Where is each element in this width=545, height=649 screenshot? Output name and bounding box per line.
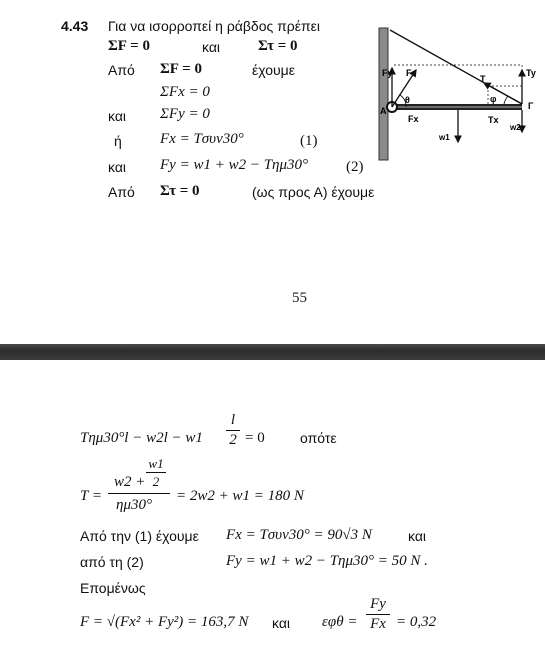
- from-word-2: Από: [108, 184, 135, 200]
- label-Gamma: Γ: [528, 101, 534, 111]
- tension-denominator: ημ30°: [116, 497, 152, 513]
- and-word-2: και: [108, 108, 127, 124]
- problem-intro: Για να ισορροπεί η ράβδος πρέπει: [108, 18, 321, 34]
- sum-fx: ΣFx = 0: [160, 84, 210, 100]
- fx-result: Fx = Tσυν30° = 90√3 N: [226, 527, 372, 543]
- tan-theta-rhs: = 0,32: [396, 614, 437, 630]
- tension-fraction: [108, 456, 170, 513]
- fy-result: Fy = w1 + w2 − Tημ30° = 50 N .: [226, 553, 428, 569]
- label-w2: w2: [510, 123, 521, 132]
- rod-diagram: [376, 24, 545, 164]
- label-Tx: Tx: [488, 115, 499, 125]
- force-F-arrow: [392, 70, 416, 107]
- sum-fy: ΣFy = 0: [160, 106, 210, 122]
- force-magnitude-result: F = √(Fx² + Fy²) = 163,7 N: [80, 614, 249, 630]
- kai-word-1: και: [408, 528, 427, 544]
- from-eq1-text: Από την (1) έχουμε: [80, 528, 199, 544]
- label-Fx: Fx: [408, 114, 419, 124]
- page-divider: [0, 344, 545, 360]
- label-theta: θ: [405, 95, 410, 105]
- page-number: 55: [292, 290, 307, 306]
- we-have-1: έχουμε: [252, 62, 295, 78]
- label-T: T: [480, 74, 486, 84]
- or-word: ή: [114, 133, 122, 149]
- about-a-text: (ως προς Α) έχουμε: [252, 184, 375, 200]
- wall: [379, 28, 388, 160]
- label-A: A: [380, 106, 387, 116]
- label-w1: w1: [439, 133, 450, 142]
- and-word-1: και: [202, 39, 221, 55]
- therefore-word: Επομένως: [80, 580, 146, 596]
- torque-condition: Στ = 0: [258, 38, 298, 54]
- equation-2-tag: (2): [346, 159, 364, 175]
- torque-fraction: [226, 412, 240, 449]
- page-bottom: [0, 360, 545, 649]
- force-condition: ΣF = 0: [108, 38, 150, 54]
- label-Fy: Fy: [382, 68, 393, 78]
- kai-word-2: και: [272, 615, 291, 631]
- label-F: F: [406, 68, 412, 78]
- tan-theta-lhs: εφθ =: [322, 614, 358, 630]
- tension-lhs: T =: [80, 488, 102, 504]
- and-word-3: και: [108, 159, 127, 175]
- tension-inner-fraction: [146, 456, 166, 489]
- torque-equation: Tημ30°l − w2l − w1: [80, 430, 203, 446]
- label-phi: φ: [490, 94, 497, 104]
- sum-torque: Στ = 0: [160, 183, 200, 199]
- torque-frac-denominator: 2: [229, 432, 237, 448]
- equation-1: Fx = Tσυν30°: [160, 131, 244, 147]
- label-Ty: Ty: [526, 68, 536, 78]
- equation-1-tag: (1): [300, 133, 318, 149]
- problem-number: 4.43: [61, 18, 89, 34]
- sum-force: ΣF = 0: [160, 61, 202, 77]
- opote-word: οπότε: [300, 430, 337, 446]
- tension-inner-den: 2: [152, 474, 160, 489]
- tension-inner-num: w1: [148, 456, 164, 471]
- tan-denominator: Fx: [370, 616, 386, 632]
- tan-numerator: Fy: [370, 596, 386, 612]
- torque-frac-numerator: l: [230, 412, 236, 428]
- tan-theta-fraction: [366, 596, 390, 633]
- torque-tail: = 0: [245, 430, 265, 446]
- from-eq2-text: από τη (2): [80, 554, 144, 570]
- tension-rhs: = 2w2 + w1 = 180 N: [176, 488, 304, 504]
- from-word-1: Από: [108, 62, 135, 78]
- tension-num-a: w2 +: [114, 474, 146, 490]
- equation-2: Fy = w1 + w2 − Tημ30°: [160, 157, 309, 173]
